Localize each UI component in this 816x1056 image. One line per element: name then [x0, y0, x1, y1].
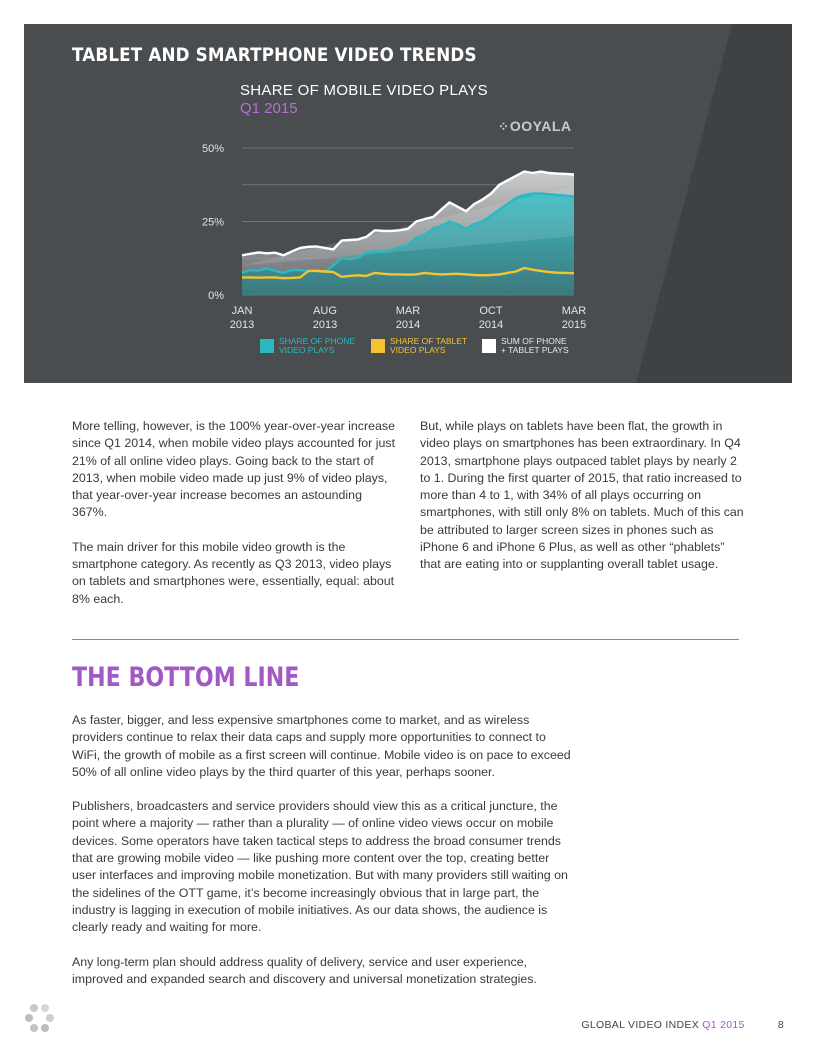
section-title: TABLET AND SMARTPHONE VIDEO TRENDS — [72, 44, 477, 66]
paragraph: As faster, bigger, and less expensive smartphones come to market, and as wireless providers continue to relax their data caps and supply more opportunities to connect to WiFi, the growth of mobile as a first screen will continue. Mobile video is on pace to exceed 50% of all online video plays by the third quarter of this year, perhaps sooner. — [72, 713, 571, 779]
page-number: 8 — [777, 1019, 784, 1031]
x-tick-label: MAR — [561, 305, 587, 317]
chart-legend — [260, 337, 581, 355]
y-tick-label: 50% — [201, 143, 224, 155]
paragraph: More telling, however, is the 100% year-over-year increase since Q1 2014, when mobile video plays accounted for just 21% of all online video plays. Going back to the start of 2013, when mobile video made up just 9% of video plays, that year-over-year increase becomes an astounding 367%. — [72, 419, 396, 520]
y-tick-label: 0% — [208, 290, 224, 302]
footer-period: Q1 2015 — [702, 1019, 745, 1031]
paragraph: The main driver for this mobile video growth is the smartphone category. As recently as Q3 2013, video plays on tablets and smartphones were, essentially, equal: about 8% each. — [72, 539, 395, 606]
paragraph: Any long-term plan should address quality of delivery, service and user experience, improved and expanded search and discovery and universal monetization strategies. — [72, 954, 537, 986]
x-tick-label: MAR — [395, 305, 421, 317]
legend-label-sum: SUM OF PHONE + TABLET PLAYS — [501, 336, 569, 355]
paragraph: But, while plays on tablets have been flat, the growth in video plays on smartphones has been extraordinary. In Q4 2013, smartphone plays outpaced tablet plays by nearly 2 to 1. During the first quarter of 2015, that ratio increased to more than 4 to 1, with 34% of all plays occurring on smartphones, with still only 8% on tablets. Much of this can be attributed to larger screen sizes in phones such as iPhone 6 and iPhone 6 Plus, as well as other “phablets” that are eating into or supplanting overall tablet usage. — [420, 419, 744, 572]
legend-item-phone — [260, 337, 359, 355]
bottom-line-body — [72, 712, 572, 1005]
legend-swatch-phone — [260, 339, 274, 353]
area-chart — [24, 24, 792, 383]
paragraph: Publishers, broadcasters and service providers should view this as a critical juncture, the point where a majority — rather than a plurality — of online video views occur on mobile devices. Some operators have taken tactical steps to address the broad consumer trends that are growing mobile video — like pushing more content over the top, creating better user interfaces and improving mobile monetization. But with many providers still waiting on the sidelines of the OTT game, it’s become increasingly obvious that in large part, the industry is lagging in execution of mobile initiatives. As our data shows, the audience is clearly ready and waiting for more. — [72, 799, 568, 935]
footer-report-name: GLOBAL VIDEO INDEX — [581, 1019, 700, 1031]
x-tick-label: JAN — [231, 305, 253, 317]
x-tick-label: OCT — [479, 305, 503, 317]
section-divider — [72, 639, 739, 640]
x-tick-year: 2013 — [229, 319, 255, 331]
legend-swatch-sum — [482, 339, 496, 353]
body-column-left — [72, 418, 396, 625]
brand-name: OOYALA — [509, 118, 572, 134]
chart-subtitle: Q1 2015 — [240, 100, 298, 117]
legend-label-phone: SHARE OF PHONE VIDEO PLAYS — [279, 336, 356, 355]
x-tick-label: AUG — [313, 305, 337, 317]
chart-title: SHARE OF MOBILE VIDEO PLAYS — [240, 82, 488, 99]
body-column-right — [420, 418, 744, 591]
x-tick-year: 2015 — [561, 319, 587, 331]
y-tick-label: 25% — [201, 216, 224, 229]
x-tick-year: 2013 — [312, 319, 338, 331]
legend-label-tablet: SHARE OF TABLET VIDEO PLAYS — [390, 336, 468, 355]
bottom-line-heading: THE BOTTOM LINE — [72, 662, 300, 693]
x-tick-year: 2014 — [395, 319, 421, 331]
x-tick-year: 2014 — [478, 319, 504, 331]
page-footer — [581, 1019, 784, 1031]
legend-item-tablet — [371, 337, 470, 355]
logo-dots-icon: ⁘ — [498, 119, 507, 134]
legend-item-sum — [482, 337, 581, 355]
footer-logo-icon — [22, 1003, 56, 1033]
legend-swatch-tablet — [371, 339, 385, 353]
chart-banner — [24, 24, 792, 383]
